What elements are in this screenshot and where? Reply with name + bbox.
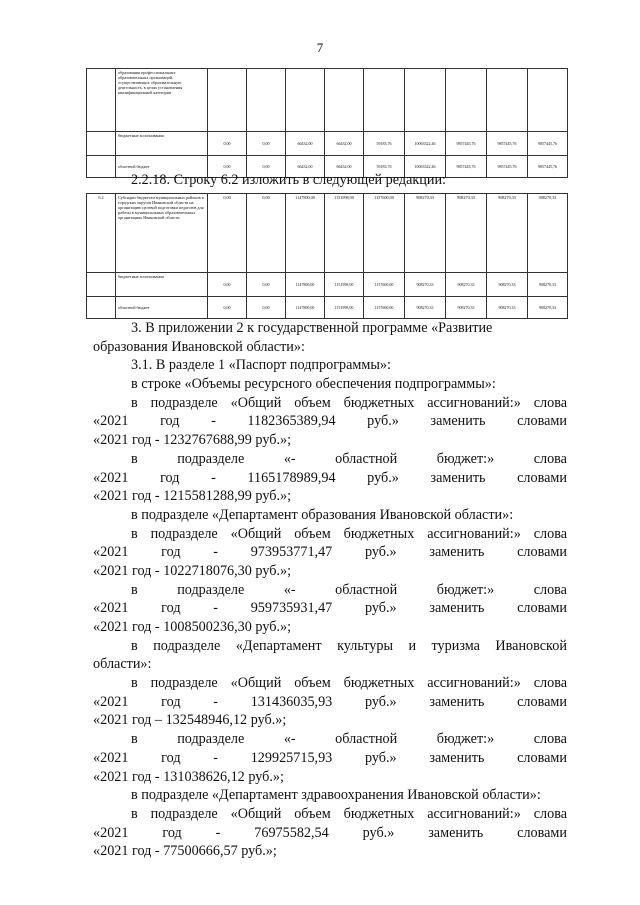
- value-cell: 908270,33: [528, 297, 568, 319]
- value-cell: 908270,33: [487, 297, 528, 319]
- word: в: [131, 581, 138, 598]
- document-body: [93, 319, 567, 861]
- word: областной: [335, 581, 398, 598]
- word: слова: [533, 394, 567, 411]
- word: «2021: [93, 600, 129, 617]
- value-cell: 908270,33: [487, 194, 528, 273]
- word: «2021: [93, 693, 129, 710]
- budget-table-top: [86, 68, 568, 178]
- word: бюджетных: [343, 675, 415, 692]
- value-cell: 0,00: [208, 156, 247, 178]
- justified-line: [93, 543, 567, 562]
- value-cell: 1147800,00: [286, 273, 325, 297]
- word: 76975582,54: [254, 824, 329, 841]
- value-cell: 1151998,00: [325, 273, 364, 297]
- value-cell: 908270,33: [446, 194, 487, 273]
- value-cell: 0,00: [208, 297, 247, 319]
- budget-table-row-6-2: [86, 193, 568, 319]
- word: «2021: [93, 824, 129, 841]
- value-cell: 10063322,46: [405, 132, 446, 156]
- table-row: [87, 69, 568, 132]
- section-heading: 2.2.18. Строку 6.2 изложить в следующей редакции:: [131, 172, 446, 188]
- value-cell: 66432,00: [325, 132, 364, 156]
- code-cell: 6.2: [87, 194, 116, 273]
- value-cell: 1157600,00: [364, 194, 405, 273]
- word: бюджетных: [343, 394, 415, 411]
- justified-line: [93, 581, 567, 600]
- justified-line: [93, 730, 567, 749]
- paragraph-line: области»:: [93, 656, 152, 673]
- value-cell: 908270,33: [446, 297, 487, 319]
- value-cell: 9857445,76: [528, 132, 568, 156]
- word: в: [131, 805, 138, 822]
- word: объем: [294, 675, 331, 692]
- word: заменить: [429, 544, 485, 561]
- value-cell: 9857445,76: [487, 156, 528, 178]
- word: заменить: [429, 600, 485, 617]
- word: бюджетных: [343, 525, 415, 542]
- justified-line: [93, 824, 567, 843]
- word: подразделе: [177, 581, 245, 598]
- paragraph-line: «2021 год - 1008500236,30 руб.»;: [93, 619, 292, 635]
- word: бюджет:»: [436, 731, 495, 748]
- word: в: [131, 450, 138, 467]
- word: подразделе: [150, 525, 218, 542]
- name-cell: областной бюджет: [116, 297, 208, 319]
- table-row: [87, 132, 568, 156]
- value-cell: 0,00: [247, 273, 286, 297]
- paragraph-line: «2021 год - 1022718076,30 руб.»;: [93, 562, 292, 579]
- value-cell: 9857445,76: [528, 156, 568, 178]
- value-cell: 1157600,00: [364, 297, 405, 319]
- word: «2021: [93, 469, 129, 486]
- word: подразделе: [150, 805, 218, 822]
- word: «-: [283, 450, 296, 467]
- value-cell: 9857445,76: [446, 156, 487, 178]
- word: объем: [294, 525, 331, 542]
- justified-line: [93, 412, 567, 431]
- paragraph-line: в подразделе «Департамент образования Ивановской области»:: [131, 506, 514, 523]
- value-cell: 1147800,00: [286, 194, 325, 273]
- value-cell: 908270,33: [528, 273, 568, 297]
- code-cell: [87, 69, 116, 132]
- paragraph-line: в строке «Объемы ресурсного обеспечения подпрограммы»:: [131, 376, 496, 393]
- word: руб.»: [364, 693, 397, 710]
- word: слова: [533, 581, 567, 598]
- value-cell: 1147800,00: [286, 297, 325, 319]
- word: заменить: [430, 469, 486, 486]
- word: заменить: [430, 413, 486, 430]
- word: 1182365389,94: [247, 413, 336, 430]
- word: словами: [517, 544, 567, 561]
- paragraph-line: 3.1. В разделе 1 «Паспорт подпрограммы»:: [131, 357, 391, 374]
- word: «2021: [93, 749, 129, 766]
- value-cell: 908270,33: [405, 273, 446, 297]
- value-cell: 66432,00: [286, 132, 325, 156]
- paragraph-line: «2021 год - 131038626,12 руб.»;: [93, 768, 284, 785]
- justified-line: [93, 394, 567, 413]
- justified-line: [93, 674, 567, 693]
- word: -: [215, 824, 221, 841]
- value-cell: 66432,00: [286, 156, 325, 178]
- word: «Общий: [230, 675, 282, 692]
- value-cell: 10063322,46: [405, 156, 446, 178]
- value-cell: 0,00: [247, 194, 286, 273]
- word: «-: [283, 731, 296, 748]
- name-cell: Субсидии бюджетам муниципальных районов и городских округов Ивановской области на организацию целевой подготовки педагогов для работы в муниципальных образовательных организациях Ивановской области: [116, 194, 208, 273]
- word: -: [211, 413, 216, 430]
- paragraph-line: «2021 год - 77500666,57 руб.»;: [93, 843, 277, 860]
- justified-line: [93, 805, 567, 824]
- value-cell: 1151998,00: [325, 297, 364, 319]
- word: руб.»: [364, 600, 397, 617]
- word: -: [213, 600, 218, 617]
- word: 129925715,93: [250, 749, 333, 766]
- name-cell: областной бюджет: [116, 156, 208, 178]
- word: заменить: [429, 693, 485, 710]
- word: словами: [517, 693, 567, 710]
- page-number: 7: [316, 40, 324, 55]
- word: бюджет:»: [436, 581, 495, 598]
- word: год: [161, 749, 181, 766]
- word: ассигнований:»: [427, 675, 521, 692]
- value-cell: 0,00: [208, 273, 247, 297]
- value-cell: 0,00: [208, 194, 247, 273]
- word: год: [162, 824, 182, 841]
- value-cell: 0,00: [247, 156, 286, 178]
- word: в: [131, 675, 138, 692]
- value-cell: 66432,00: [325, 156, 364, 178]
- word: и: [408, 637, 417, 654]
- word: культуры: [337, 637, 393, 654]
- word: в: [131, 637, 138, 654]
- word: -: [211, 469, 216, 486]
- name-cell: бюджетные ассигнования: [116, 273, 208, 297]
- paragraph-line: [93, 319, 567, 338]
- name-cell: бюджетные ассигнования: [116, 132, 208, 156]
- word: заменить: [428, 824, 484, 841]
- word: руб.»: [367, 469, 399, 486]
- word: словами: [517, 413, 567, 430]
- word: подразделе: [153, 637, 221, 654]
- paragraph-line: образования Ивановской области»:: [93, 338, 305, 355]
- word: слова: [533, 525, 567, 542]
- value-cell: 59183,76: [364, 156, 405, 178]
- name-cell: образования профессиональных образовательных организаций, осуществляющих образовательную деятельность, в целях установления квалификационной категории: [116, 69, 208, 132]
- word: ассигнований:»: [427, 525, 521, 542]
- paragraph-line: «2021 год – 132548946,12 руб.»;: [93, 712, 287, 729]
- word: «Общий: [230, 525, 282, 542]
- table-row: [87, 297, 568, 319]
- word: 1165178989,94: [247, 469, 336, 486]
- word: подразделе: [150, 675, 218, 692]
- word: «2021: [93, 413, 129, 430]
- text-span: 3. В приложении 2 к государственной программе «Развитие: [131, 320, 493, 336]
- word: руб.»: [364, 544, 397, 561]
- word: год: [161, 600, 181, 617]
- justified-line: [93, 693, 567, 712]
- word: «-: [283, 581, 296, 598]
- justified-line: [93, 450, 567, 469]
- word: подразделе: [150, 394, 218, 411]
- word: 131436035,93: [250, 693, 333, 710]
- value-cell: 0,00: [208, 132, 247, 156]
- word: объем: [294, 805, 331, 822]
- word: слова: [533, 450, 567, 467]
- word: год: [161, 693, 181, 710]
- value-cell: 0,00: [247, 297, 286, 319]
- word: областной: [335, 450, 398, 467]
- word: Ивановской: [495, 637, 567, 654]
- word: областной: [335, 731, 398, 748]
- value-cell: 1157600,00: [364, 273, 405, 297]
- word: словами: [517, 600, 567, 617]
- justified-line: [93, 525, 567, 544]
- word: заменить: [429, 749, 485, 766]
- word: -: [213, 749, 218, 766]
- word: в: [131, 731, 138, 748]
- word: 973953771,47: [250, 544, 333, 561]
- word: в: [131, 525, 138, 542]
- word: руб.»: [362, 824, 395, 841]
- word: в: [131, 394, 138, 411]
- word: слова: [533, 675, 567, 692]
- word: «Департамент: [235, 637, 322, 654]
- word: 959735931,47: [250, 600, 333, 617]
- word: объем: [294, 394, 331, 411]
- word: «2021: [93, 544, 129, 561]
- paragraph-line: «2021 год - 1215581288,99 руб.»;: [93, 488, 292, 505]
- word: год: [161, 544, 181, 561]
- justified-line: [93, 469, 567, 488]
- value-cell: 0,00: [247, 132, 286, 156]
- word: год: [160, 413, 180, 430]
- table-row: [87, 273, 568, 297]
- word: подразделе: [177, 731, 245, 748]
- word: бюджетных: [343, 805, 415, 822]
- word: «Общий: [230, 805, 282, 822]
- word: руб.»: [367, 413, 399, 430]
- word: ассигнований:»: [427, 805, 521, 822]
- word: -: [213, 544, 218, 561]
- word: слова: [533, 731, 567, 748]
- justified-line: [93, 749, 567, 768]
- word: подразделе: [177, 450, 245, 467]
- word: словами: [517, 469, 567, 486]
- value-cell: 908270,33: [405, 194, 446, 273]
- value-cell: 9857445,76: [446, 132, 487, 156]
- value-cell: 908270,33: [487, 273, 528, 297]
- word: туризма: [431, 637, 480, 654]
- justified-line: [93, 599, 567, 618]
- value-cell: 59183,76: [364, 132, 405, 156]
- paragraph-line: «2021 год - 1232767688,99 руб.»;: [93, 432, 292, 449]
- word: год: [160, 469, 180, 486]
- word: словами: [517, 824, 567, 841]
- word: ассигнований:»: [427, 394, 521, 411]
- paragraph-line: в подразделе «Департамент здравоохранения Ивановской области»:: [131, 787, 541, 804]
- word: бюджет:»: [436, 450, 495, 467]
- word: руб.»: [364, 749, 397, 766]
- value-cell: 908270,33: [528, 194, 568, 273]
- value-cell: 908270,33: [446, 273, 487, 297]
- value-cell: 908270,33: [405, 297, 446, 319]
- word: словами: [517, 749, 567, 766]
- word: -: [213, 693, 218, 710]
- value-cell: 1151998,00: [325, 194, 364, 273]
- table-row: [87, 194, 568, 273]
- justified-line: [93, 637, 567, 656]
- word: «Общий: [230, 394, 282, 411]
- word: слова: [533, 805, 567, 822]
- value-cell: 9857445,76: [487, 132, 528, 156]
